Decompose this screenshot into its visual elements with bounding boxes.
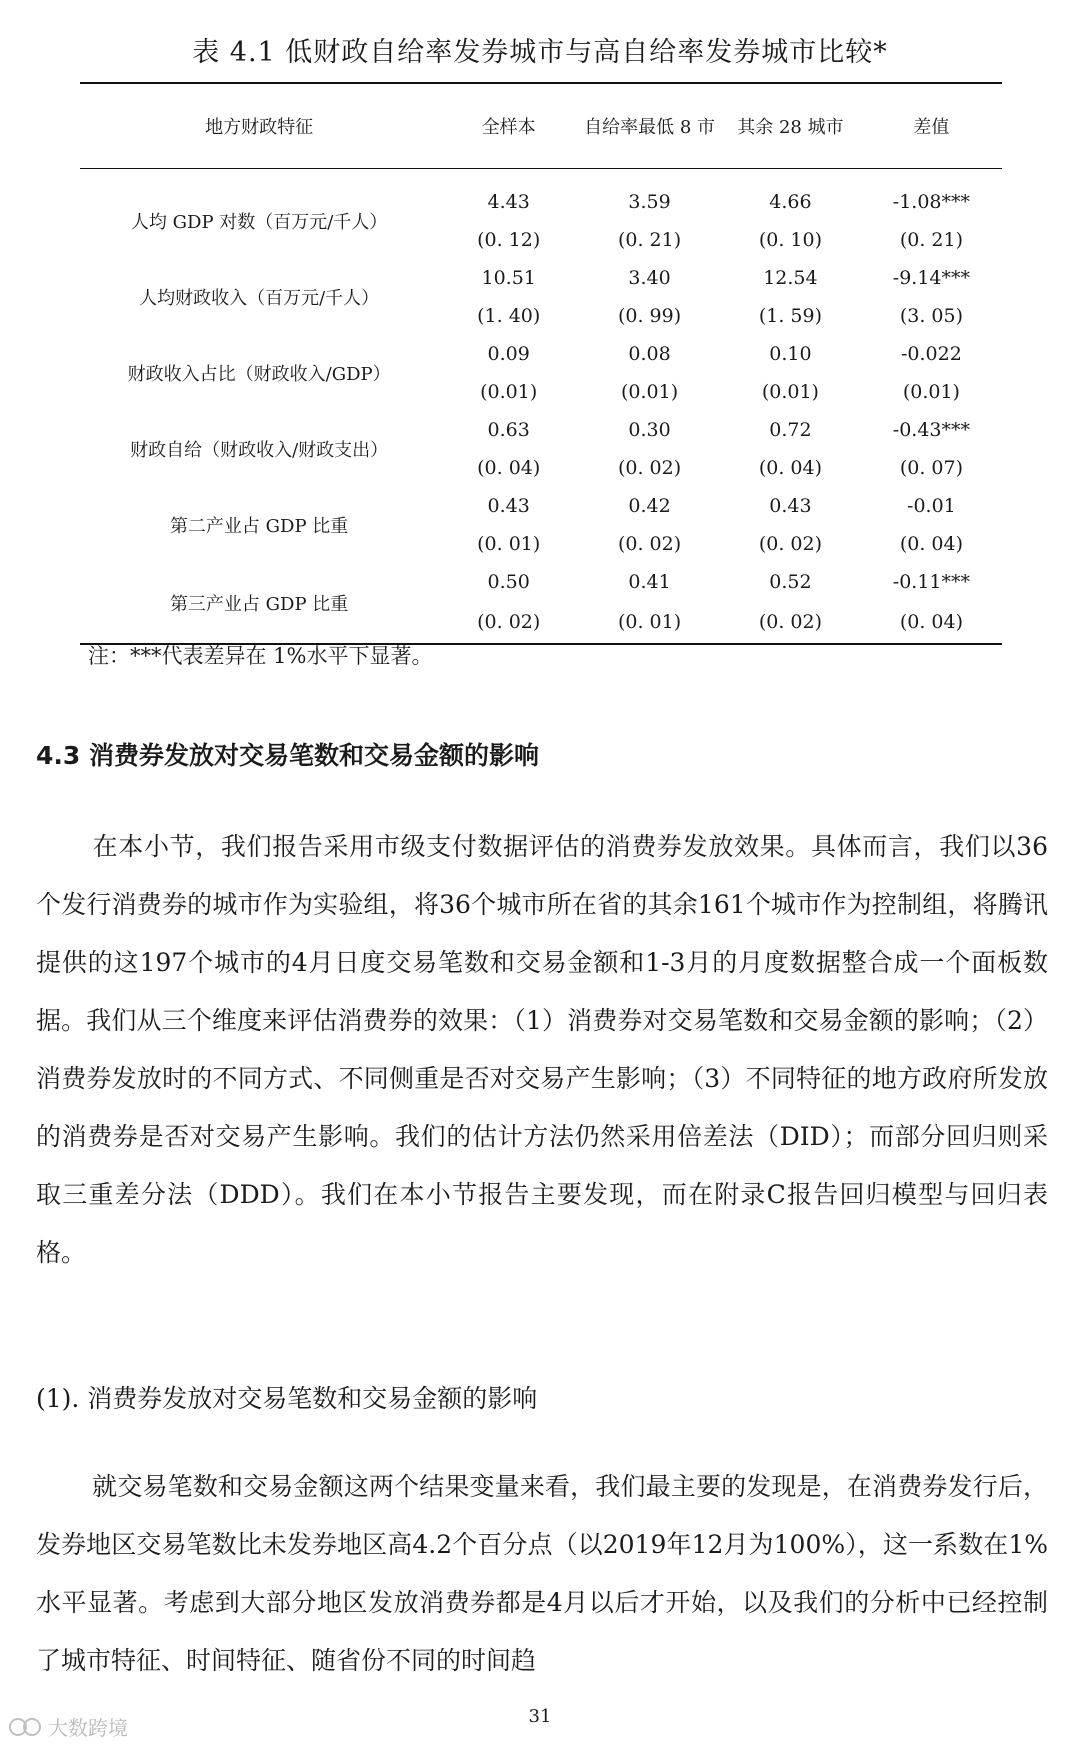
row-feature-label: 第二产业占 GDP 比重 (169, 516, 349, 537)
cell-value: 0.41 (628, 571, 671, 593)
cell-se: (0. 02) (617, 533, 682, 555)
cell-se: (0. 04) (861, 601, 1002, 644)
cell-value: 0.09 (487, 343, 530, 365)
table-header-row (80, 83, 1002, 169)
cell-value: -0.01 (907, 495, 956, 517)
body-paragraph-1 (36, 818, 1048, 1282)
cell-se: (0. 04) (899, 533, 963, 555)
cell-value: 10.51 (481, 267, 536, 289)
cell-value: 4.66 (769, 191, 812, 213)
subsection-heading: (1). 消费券发放对交易笔数和交易金额的影响 (36, 1384, 538, 1413)
cell-se: (0. 12) (477, 229, 541, 251)
row-feature-label: 财政自给（财政收入/财政支出） (130, 440, 389, 461)
row-feature-label: 财政收入占比（财政收入/GDP） (127, 364, 391, 385)
cell-value: -9.14*** (892, 267, 971, 289)
cell-se: (0.01) (761, 381, 819, 403)
cell-value: -0.43*** (892, 419, 971, 441)
cell-value: 0.43 (769, 495, 812, 517)
cell-value: 4.43 (487, 191, 530, 213)
cell-se: (0.01) (902, 381, 960, 403)
section-heading: 4.3 消费券发放对交易笔数和交易金额的影响 (36, 741, 539, 770)
cell-se: (0. 21) (899, 229, 963, 251)
header-other-28: 其余 28 城市 (720, 83, 861, 169)
header-lowest-8: 自给率最低 8 市 (579, 83, 720, 169)
cell-value: 12.54 (763, 267, 818, 289)
cell-se: (0. 02) (758, 533, 822, 555)
table-title: 表 4.1 低财政自给率发券城市与高自给率发券城市比较* (192, 37, 888, 68)
body-paragraph-2 (36, 1458, 1048, 1690)
table-row (80, 563, 1002, 601)
cell-se: (0. 10) (758, 229, 822, 251)
cell-se: (0. 04) (758, 457, 822, 479)
paragraph-2-text: 就交易笔数和交易金额这两个结果变量来看，我们最主要的发现是，在消费券发行后，发券地区交易笔数比未发券地区高4.2个百分点（以2019年12月为100%），这一系数在1%水平显著。考虑到大部分地区发放消费券都是4月以后才开始，以及我们的分析中已经控制了城市特征、时间特征、随省份不同的时间趋 (36, 1472, 1048, 1675)
cell-value: 0.63 (487, 419, 530, 441)
cell-value: 3.40 (628, 267, 671, 289)
cell-value: 0.08 (628, 343, 671, 365)
row-feature-label: 人均财政收入（百万元/千人） (139, 288, 380, 309)
cell-se: (0.01) (620, 381, 679, 403)
cell-value: 0.50 (487, 571, 530, 593)
row-feature-label: 人均 GDP 对数（百万元/千人） (130, 212, 388, 233)
paragraph-1-text: 在本小节，我们报告采用市级支付数据评估的消费券发放效果。具体而言，我们以36个发行消费券的城市作为实验组，将36个城市所在省的其余161个城市作为控制组，将腾讯提供的这197个城市的4月日度交易笔数和交易金额和1-3月的月度数据整合成一个面板数据。我们从三个维度来评估消费券的效果：（1）消费券对交易笔数和交易金额的影响；（2）消费券发放时的不同方式、不同侧重是否对交易产生影响；（3）不同特征的地方政府所发放的消费券是否对交易产生影响。我们的估计方法仍然采用倍差法（DID）；而部分回归则采取三重差分法（DDD）。我们在本小节报告主要发现，而在附录C报告回归模型与回归表格。 (36, 832, 1048, 1267)
cell-value: -0.11*** (892, 571, 971, 593)
cell-se: (3. 05) (899, 305, 963, 327)
cell-value: 3.59 (628, 191, 671, 213)
cell-se: (0. 01) (477, 533, 541, 555)
cell-se: (0. 07) (899, 457, 963, 479)
cell-value: 0.72 (769, 419, 812, 441)
cell-se: (0.01) (480, 381, 538, 403)
cell-se: (0. 02) (438, 601, 579, 644)
cell-se: (0. 99) (617, 305, 682, 327)
cell-se: (0. 21) (617, 229, 682, 251)
cell-se: (0. 04) (477, 457, 541, 479)
row-feature-label: 第三产业占 GDP 比重 (80, 563, 438, 644)
cell-value: -1.08*** (892, 191, 971, 213)
cell-se: (0. 02) (720, 601, 861, 644)
table-row (80, 411, 1002, 449)
header-feature: 地方财政特征 (80, 83, 438, 169)
header-full-sample: 全样本 (438, 83, 579, 169)
table-row (80, 487, 1002, 525)
header-difference: 差值 (861, 83, 1002, 169)
table-row (80, 169, 1002, 222)
table-row (80, 259, 1002, 297)
cell-se: (1. 40) (477, 305, 541, 327)
watermark-text: 大数跨境 (48, 1716, 128, 1740)
cell-se: (0. 01) (579, 601, 720, 644)
cell-value: 0.52 (769, 571, 812, 593)
comparison-table-container (80, 82, 1002, 645)
cell-value: 0.42 (628, 495, 671, 517)
page-number: 31 (528, 1706, 552, 1727)
comparison-table (80, 82, 1002, 645)
cell-value: 0.30 (628, 419, 671, 441)
cell-value: 0.43 (487, 495, 530, 517)
cell-value: -0.022 (901, 343, 962, 365)
cell-se: (0. 02) (617, 457, 682, 479)
cell-value: 0.10 (769, 343, 812, 365)
table-row (80, 335, 1002, 373)
cell-se: (1. 59) (758, 305, 822, 327)
table-note: 注：***代表差异在 1%水平下显著。 (88, 644, 433, 668)
